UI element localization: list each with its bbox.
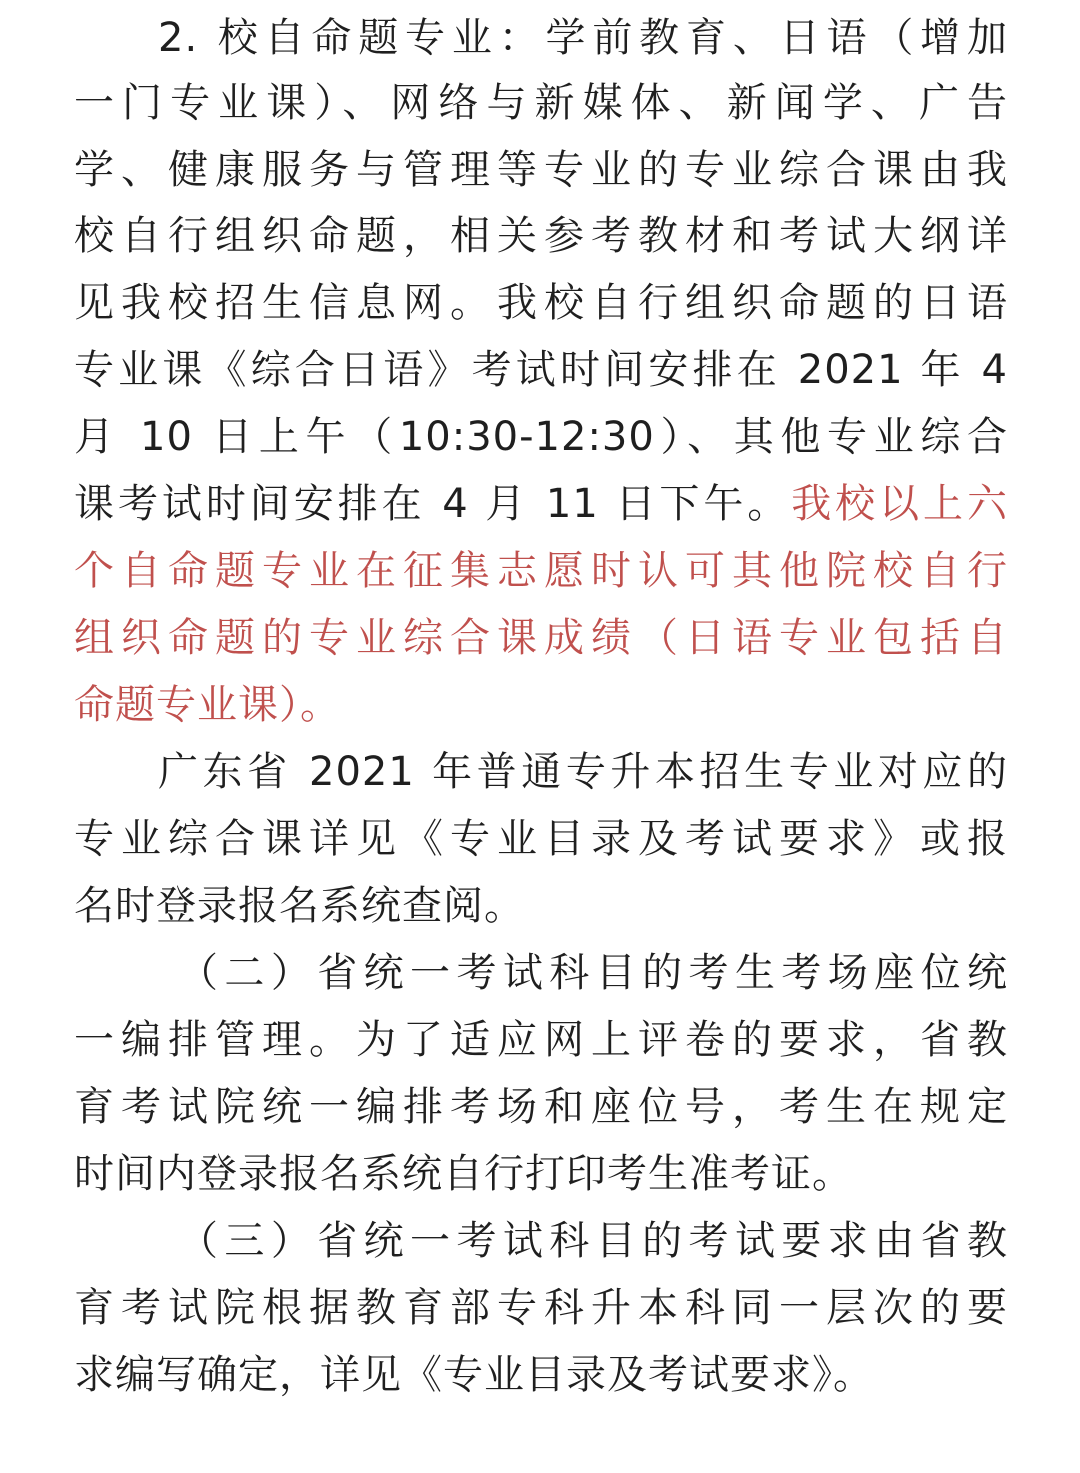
- text-line: （二）省统一考试科目的考生考场座位统: [178, 950, 1008, 996]
- text-line: 月 10 日上午（10:30-12:30）、其他专业综合: [74, 414, 1008, 460]
- highlighted-text-segment: 我校以上六: [791, 481, 1009, 527]
- highlighted-text-line: 组织命题的专业综合课成绩（日语专业包括自: [74, 615, 1008, 661]
- text-line: 名时登录报名系统查阅。: [74, 883, 525, 929]
- text-line: 育考试院统一编排考场和座位号，考生在规定: [74, 1084, 1008, 1130]
- highlighted-text-line: 命题专业课）。: [74, 682, 341, 728]
- text-line: 见我校招生信息网。我校自行组织命题的日语: [74, 280, 1008, 326]
- text-line: 学、健康服务与管理等专业的专业综合课由我: [74, 147, 1008, 193]
- text-line-mixed: [74, 474, 1008, 534]
- text-line: 专业课《综合日语》考试时间安排在 2021 年 4: [74, 347, 1008, 393]
- text-line: 校自行组织命题，相关参考教材和考试大纲详: [74, 213, 1008, 259]
- text-line: 育考试院根据教育部专科升本科同一层次的要: [74, 1285, 1008, 1331]
- text-line: 2. 校自命题专业：学前教育、日语（增加: [158, 15, 1008, 61]
- highlighted-text-line: 个自命题专业在征集志愿时认可其他院校自行: [74, 548, 1008, 594]
- text-line: 时间内登录报名系统自行打印考生准考证。: [74, 1151, 853, 1197]
- text-line: 专业综合课详见《专业目录及考试要求》或报: [74, 816, 1008, 862]
- text-line: 一编排管理。为了适应网上评卷的要求，省教: [74, 1017, 1008, 1063]
- text-line: （三）省统一考试科目的考试要求由省教: [178, 1218, 1008, 1264]
- text-segment: 课考试时间安排在 4 月 11 日下午。: [74, 481, 792, 527]
- text-line: 求编写确定，详见《专业目录及考试要求》。: [74, 1352, 874, 1398]
- text-line: 广东省 2021 年普通专升本招生专业对应的: [158, 749, 1008, 795]
- text-line: 一门专业课）、网络与新媒体、新闻学、广告: [74, 80, 1008, 126]
